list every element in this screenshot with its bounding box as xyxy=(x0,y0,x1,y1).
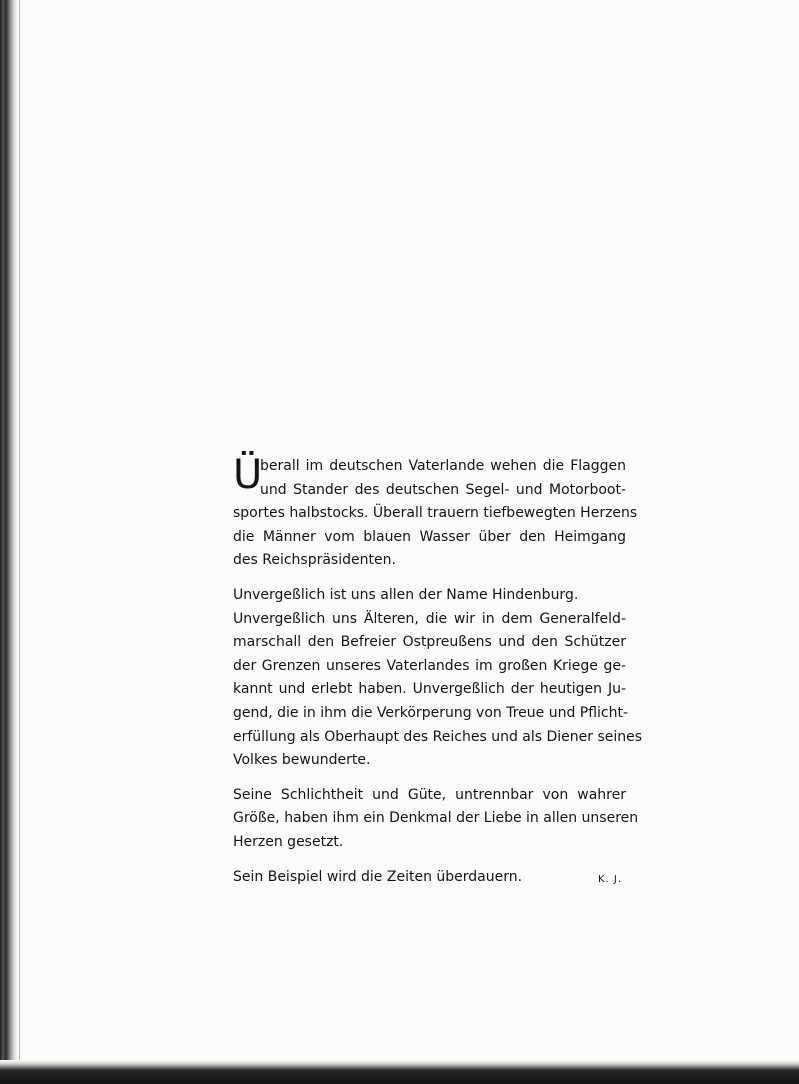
text-line: die Männer vom blauen Wasser über den Heimgang xyxy=(233,528,626,545)
text-line: Unvergeßlich ist uns allen der Name Hindenburg. xyxy=(233,586,579,603)
text-line: berall im deutschen Vaterlande wehen die Flaggen xyxy=(260,458,626,474)
closing-paragraph xyxy=(233,866,626,890)
text-line: sportes halbstocks. Überall trauern tiefbewegten Herzens xyxy=(233,505,638,522)
memorial-text xyxy=(233,452,643,900)
text-line: Seine Schlichtheit und Güte, untrennbar von wahrer xyxy=(233,786,626,803)
text-line: kannt und erlebt haben. Unvergeßlich der heutigen Ju- xyxy=(233,681,626,698)
drop-cap: Ü xyxy=(233,452,263,498)
page-fold-line xyxy=(19,0,20,1084)
closing-line xyxy=(233,866,626,890)
text-line: erfüllung als Oberhaupt des Reiches und als Diener seines xyxy=(233,728,643,745)
text-line: Volkes bewunderte. xyxy=(233,752,371,769)
author-initials: K. J. xyxy=(597,873,622,885)
text-line: Unvergeßlich uns Älteren, die wir in dem Generalfeld- xyxy=(233,610,626,627)
text-line: marschall den Befreier Ostpreußens und den Schützer xyxy=(233,634,626,651)
text-line: gend, die in ihm die Verkörperung von Treue und Pflicht- xyxy=(233,704,629,721)
closing-sentence: Sein Beispiel wird die Zeiten überdauern. xyxy=(233,868,523,885)
page-bottom-shadow xyxy=(0,1060,799,1084)
paragraph-1 xyxy=(233,452,638,573)
paragraph-3 xyxy=(233,784,639,855)
text-line: Größe, haben ihm ein Denkmal der Liebe in allen unseren xyxy=(233,810,639,827)
text-line: und Stander des deutschen Segel- und Motorboot- xyxy=(260,481,626,498)
text-line: Herzen gesetzt. xyxy=(233,833,344,850)
page-spine-shadow xyxy=(0,0,18,1084)
paragraph-2 xyxy=(233,584,643,773)
text-line: der Grenzen unseres Vaterlandes im großen Kriege ge- xyxy=(233,657,626,674)
text-line: des Reichspräsidenten. xyxy=(233,552,396,569)
